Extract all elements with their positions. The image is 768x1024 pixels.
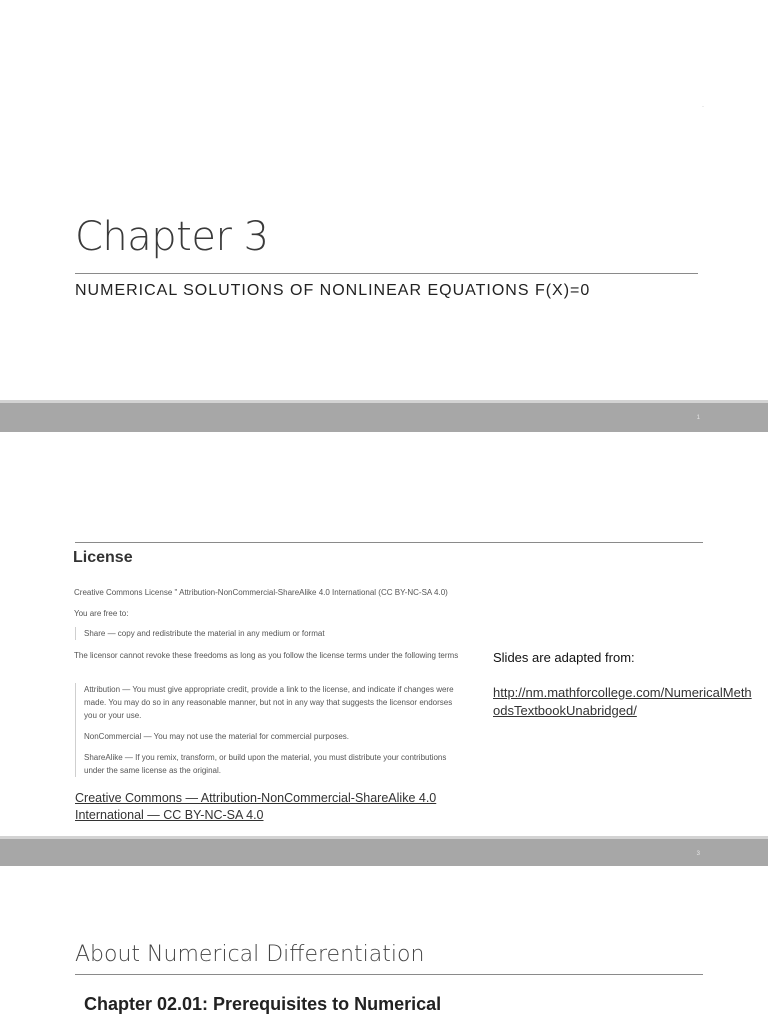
slide-footer-bar (0, 400, 768, 432)
slide-footer-bar (0, 836, 768, 866)
terms-block (75, 683, 464, 777)
chapter-subheading: Chapter 02.01: Prerequisites to Numerical (84, 994, 442, 1014)
about-title: About Numerical Differentiation (75, 942, 425, 967)
license-divider (75, 542, 703, 543)
free-to-text: You are free to: (74, 609, 129, 618)
page-number: 3 (696, 851, 700, 857)
licensor-text: The licensor cannot revoke these freedoms as long as you follow the license terms under the following terms (74, 651, 459, 660)
page-number: 1 (696, 415, 700, 421)
chapter-subtitle: NUMERICAL SOLUTIONS OF NONLINEAR EQUATIONS F(X)=0 (75, 282, 591, 299)
slide-about (0, 866, 768, 1024)
chapter-title: Chapter 3 (75, 214, 269, 260)
license-line: Creative Commons License " Attribution-NonCommercial-ShareAlike 4.0 International (CC BY-NC-SA 4.0) (74, 588, 448, 597)
cc-license-link[interactable]: Creative Commons — Attribution-NonCommercial-ShareAlike 4.0 International — CC BY-NC-SA 4.0 (75, 791, 437, 822)
decorative-dot: · (702, 104, 704, 110)
share-term: Share — copy and redistribute the material in any medium or format (75, 627, 464, 640)
adapted-from-label: Slides are adapted from: (493, 650, 635, 665)
title-divider (75, 273, 698, 274)
noncommercial-term: NonCommercial — You may not use the material for commercial purposes. (84, 732, 349, 741)
attribution-term: Attribution — You must give appropriate credit, provide a link to the license, and indicate if changes were made. You may do so in any reasonable manner, but not in any way that suggests the licensor endorses you or your use. (84, 685, 454, 720)
license-heading: License (73, 549, 133, 566)
about-divider (75, 974, 703, 975)
slide-license (0, 432, 768, 836)
adapted-from-link[interactable]: http://nm.mathforcollege.com/NumericalMethodsTextbookUnabridged/ (493, 685, 752, 718)
sharealike-term: ShareAlike — If you remix, transform, or build upon the material, you must distribute your contributions under the same license as the original. (84, 753, 447, 775)
slide-chapter-title (0, 0, 768, 400)
